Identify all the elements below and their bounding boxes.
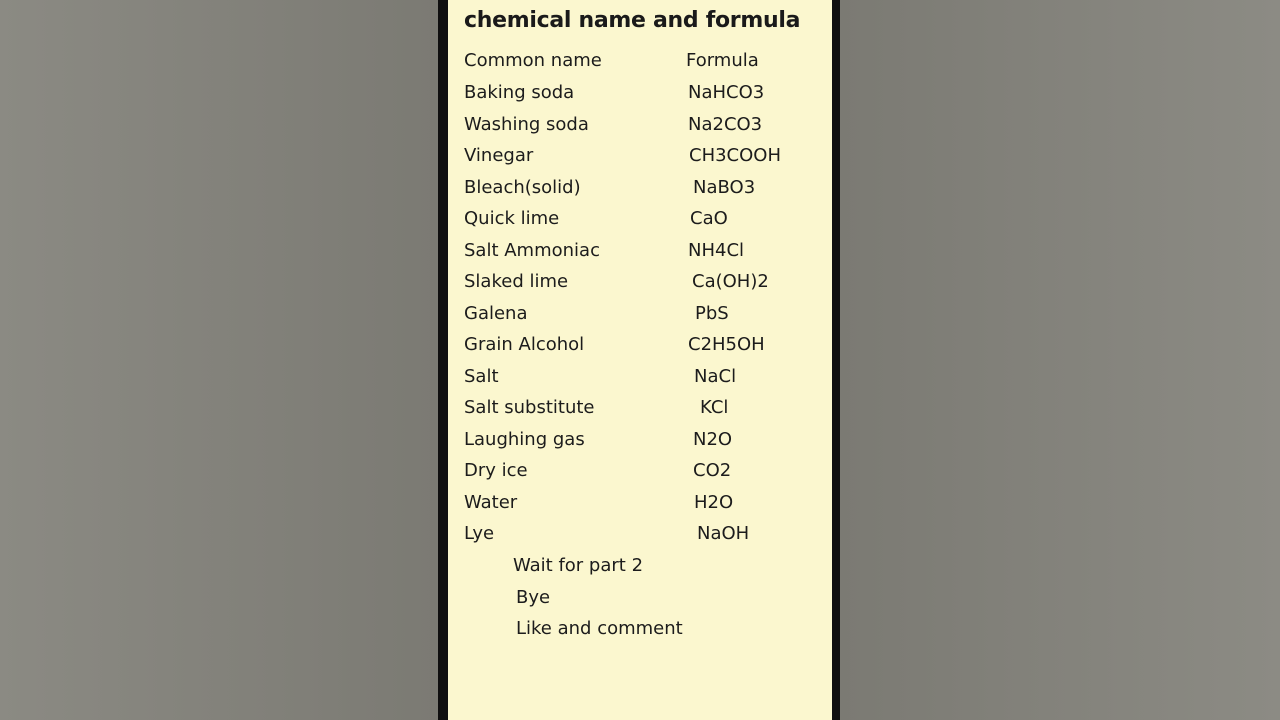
common-name: Slaked lime: [464, 271, 569, 292]
common-name: Salt: [464, 366, 499, 387]
formula: Ca(OH)2: [692, 271, 769, 292]
column-header-common-name: Common name: [464, 50, 602, 71]
common-name: Salt Ammoniac: [464, 240, 600, 261]
column-header-formula: Formula: [686, 50, 759, 71]
table-row: [448, 79, 832, 107]
common-name: Dry ice: [464, 460, 528, 481]
table-row: [448, 520, 832, 548]
common-name: Baking soda: [464, 82, 575, 103]
formula: N2O: [693, 429, 733, 450]
table-row: [448, 394, 832, 422]
common-name: Lye: [464, 523, 495, 544]
formula: NaOH: [697, 523, 750, 544]
table-row: [448, 142, 832, 170]
common-name: Grain Alcohol: [464, 334, 585, 355]
note-wait-for-part-2: Wait for part 2: [513, 555, 644, 576]
note-bye: Bye: [516, 587, 551, 608]
formula: CaO: [690, 208, 728, 229]
common-name: Washing soda: [464, 114, 589, 135]
note-like-and-comment: Like and comment: [516, 618, 683, 639]
blurred-background-left: [0, 0, 440, 720]
formula: Na2CO3: [688, 114, 763, 135]
common-name: Water: [464, 492, 518, 513]
table-row: [448, 331, 832, 359]
formula: CH3COOH: [689, 145, 781, 166]
common-name: Galena: [464, 303, 528, 324]
table-row: [448, 237, 832, 265]
formula: NaBO3: [693, 177, 756, 198]
blurred-background-right: [840, 0, 1280, 720]
table-row: [448, 268, 832, 296]
common-name: Salt substitute: [464, 397, 595, 418]
page-title: chemical name and formula: [464, 8, 801, 33]
formula: NaHCO3: [688, 82, 765, 103]
common-name: Laughing gas: [464, 429, 585, 450]
formula: NH4Cl: [688, 240, 745, 261]
common-name: Vinegar: [464, 145, 534, 166]
table-header: [448, 47, 832, 75]
formula: NaCl: [694, 366, 737, 387]
table-row: [448, 300, 832, 328]
table-row: [448, 205, 832, 233]
common-name: Bleach(solid): [464, 177, 581, 198]
table-row: [448, 174, 832, 202]
table-row: [448, 457, 832, 485]
table-row: [448, 426, 832, 454]
table-row: [448, 363, 832, 391]
formula: PbS: [695, 303, 729, 324]
table-row: [448, 111, 832, 139]
note-page: [448, 0, 832, 720]
formula: KCl: [700, 397, 729, 418]
table-row: [448, 489, 832, 517]
common-name: Quick lime: [464, 208, 560, 229]
formula: CO2: [693, 460, 732, 481]
formula: H2O: [694, 492, 734, 513]
formula: C2H5OH: [688, 334, 765, 355]
